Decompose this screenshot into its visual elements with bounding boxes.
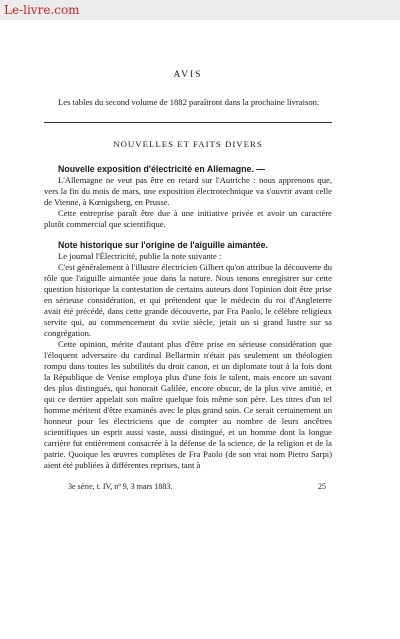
section-title: NOUVELLES ET FAITS DIVERS xyxy=(113,139,263,149)
footer-series: 3e série, t. IV, nº 9, 3 mars 1883. xyxy=(68,482,173,491)
article1-paragraph-1: L'Allemagne ne veut pas être en retard sur l'Autriche : nous apprenons que, vers la fin du mois de mars, une exposition électrotechnique va s'ouvrir avant celle de Vienne, à Kœnigsberg, en Prusse. xyxy=(44,175,332,207)
article2-paragraph-2: Cette opinion, mérite d'autant plus d'être prise en sérieuse considération que l'éloquent adversaire du cardinal Bellarmin n'était pas seulement un théologien rompu dans toutes les subtilités du droit canon, et un diplomate tout à la fois dont la République de Venise employa plus d'une fois le talent, mais encore un savant des plus distingués, qui honorait Galilée, encore obscur, de la plus vive amitié, et qui ce dernier appelait son maître quelque fois même son père. Les titres d'un tel homme méritent d'être examinés avec le plus grand soin. Ce serait certainement un honneur pour les électriciens que de compter au nombre de leurs ancêtres scientifiques un esprit aussi vaste, aussi distingué, et un homme dont la longue carrière fut entièrement consacrée à la défense de la science, de la religion et de la patrie. Quoique les œuvres complètes de Fra Paolo (de son vrai nom Pietro Sarpi) aient été publiées à différentes reprises, tant à xyxy=(44,339,332,470)
section-divider xyxy=(44,122,332,123)
site-logo: Le-livre.com xyxy=(4,3,80,17)
avis-text: Les tables du second volume de 1882 paraîtront dans la prochaine livraison. xyxy=(58,97,320,107)
article2-intro: Le journal l'Électricité, publie la note suivante : xyxy=(58,251,222,261)
article1-title-dash: — xyxy=(256,164,266,174)
document-sheet xyxy=(44,70,332,492)
article1-paragraph-2: Cette entreprise paraît être due à une initiative privée et avoir un caractère plutôt commercial que scientifique. xyxy=(44,208,332,229)
article1-title-text: Nouvelle exposition d'électricité en Allemagne. xyxy=(58,164,254,174)
page-number: 25 xyxy=(318,482,326,491)
article2-paragraph-1: C'est généralement à l'illustre électricien Gilbert qu'on attribue la découverte du rôle que l'aiguille aimantée joue dans la nature. Nous tenons enregistrer sur cette question historique la contestation de certains auteurs dont l'opinion doit être prise en sérieuse considération, et qui prétendent que le médecin du roi d'Angleterre avait été précédé, dans cette grande découverte, par Fra Paolo, le célèbre religieux servite qui, au commencement du xviie siècle, jetait un si grand lustre sur sa congrégation. xyxy=(44,262,332,338)
spacer xyxy=(44,230,332,240)
watermark-bar xyxy=(0,0,400,20)
page-footer xyxy=(44,481,332,492)
article2-title: Note historique sur l'origine de l'aiguille aimantée. xyxy=(58,240,268,250)
article1-title xyxy=(44,164,332,175)
avis-title: AVIS xyxy=(173,70,203,80)
